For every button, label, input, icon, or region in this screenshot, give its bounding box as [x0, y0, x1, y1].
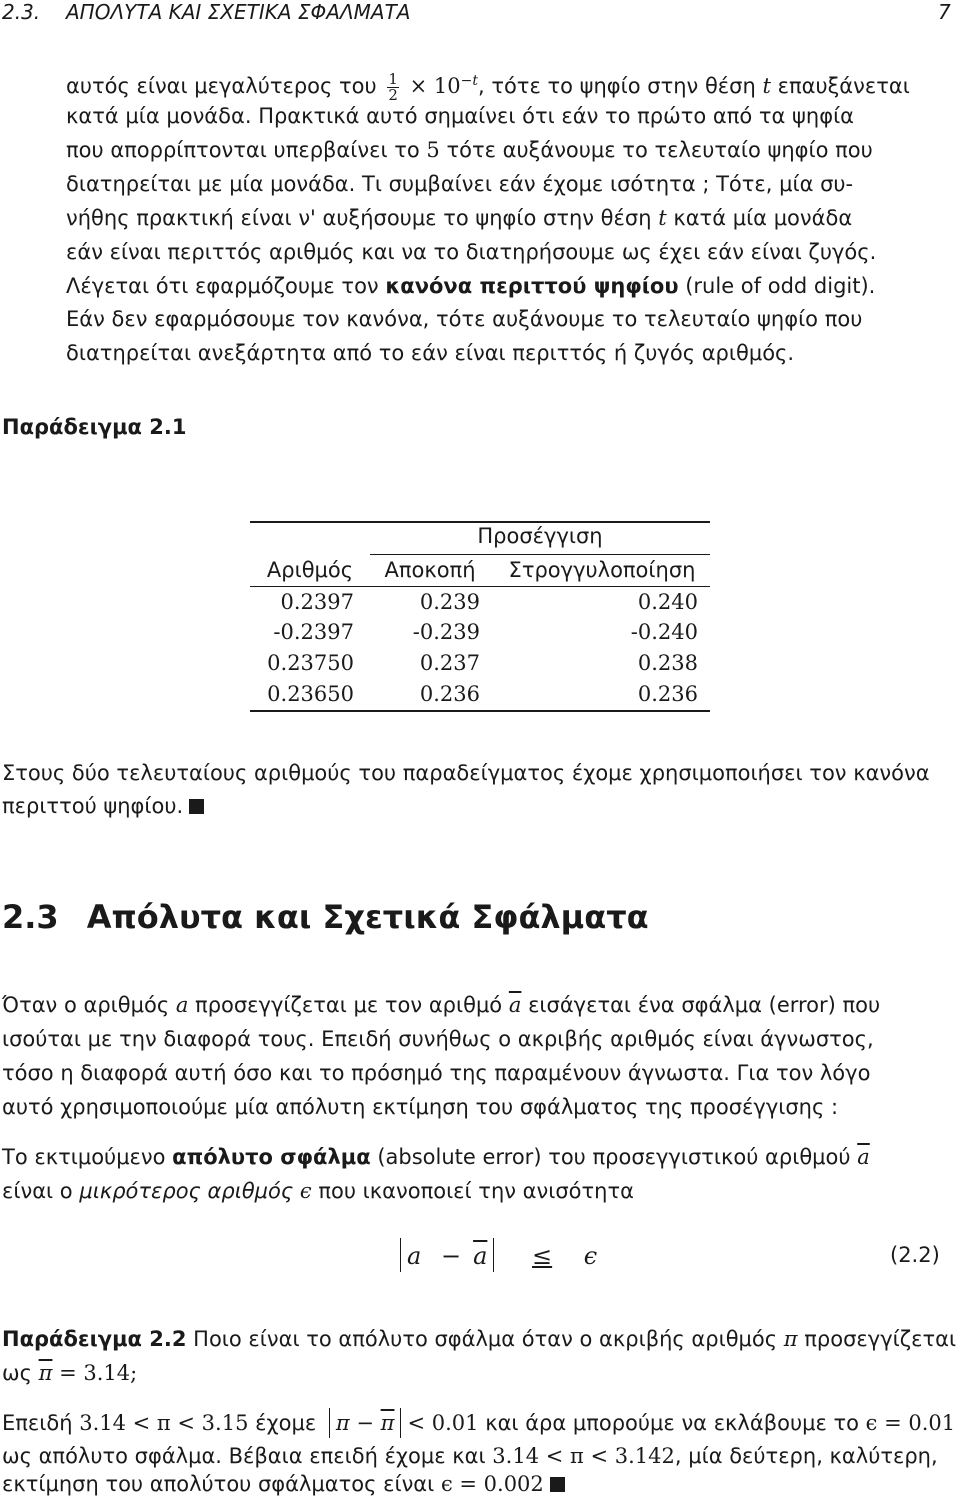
symbol-a: a: [175, 993, 189, 1017]
table-cell: -0.240: [630, 620, 698, 644]
epsilon-value: ϵ = 0.01: [865, 1411, 956, 1435]
table-cell: 0.236: [637, 682, 698, 706]
abs-bar-right: [493, 1238, 494, 1272]
para2-line4: αυτό χρησιμοποιούμε μία απόλυτη εκτίμηση του σφάλματος της προσέγγισης :: [2, 1095, 839, 1119]
para1-line6: εάν είναι περιττός αριθμός και να το διατηρήσουμε ως έχει εάν είναι ζυγός.: [66, 240, 877, 264]
value: = 3.14;: [59, 1361, 138, 1385]
number-five: 5: [426, 138, 440, 162]
example2-line2: [2, 1358, 137, 1388]
absolute-error-term: απόλυτο σφάλμα: [172, 1145, 371, 1169]
running-header-title: ΑΠΟΛΥΤΑ ΚΑΙ ΣΧΕΤΙΚΑ ΣΦΑΛΜΑΤΑ: [66, 0, 411, 24]
text: επαυξάνεται: [777, 74, 910, 98]
rule-of-odd-digit-term: κανόνα περιττού ψηφίου: [385, 274, 679, 298]
table-cell: -0.239: [412, 620, 480, 644]
qed-square-icon: [550, 1477, 565, 1492]
definition-line2: [2, 1176, 634, 1206]
table-header-rule: [250, 586, 710, 587]
text: τότε αυξάνουμε το τελευταίο ψηφίο που: [446, 138, 873, 162]
symbol-a-bar: $\overline{a}$: [508, 993, 522, 1017]
table-column-header: Αποκοπή: [384, 558, 476, 582]
fraction-one-half: [387, 69, 399, 104]
example2-line5: [2, 1469, 565, 1499]
text: εκτίμηση του απολύτου σφάλματος είναι: [2, 1472, 435, 1496]
example1-after-line2: [2, 791, 204, 821]
symbol-pi: π: [335, 1411, 350, 1435]
text: είναι ο: [2, 1179, 73, 1203]
inequality: 3.14 < π < 3.15: [79, 1411, 249, 1435]
text: αυτός είναι μεγαλύτερος του: [66, 74, 377, 98]
text: και άρα μπορούμε να εκλάβουμε το: [485, 1411, 859, 1435]
definition-line1: [2, 1142, 870, 1172]
text: έχομε: [255, 1411, 317, 1435]
symbol-a: a: [407, 1242, 422, 1270]
abs-bar-right: [400, 1408, 401, 1438]
text: περιττού ψηφίου.: [2, 794, 184, 818]
para2-line3: τόσο η διαφορά αυτή όσο και το πρόσημό της παραμένουν άγνωστα. Για τον λόγο: [2, 1061, 871, 1085]
text: κατά μία μονάδα: [673, 206, 853, 230]
minus-sign: −: [356, 1411, 374, 1435]
symbol-pi-bar: $\overline{\pi}$: [38, 1361, 53, 1385]
table-cell: 0.240: [637, 590, 698, 614]
text: προσεγγίζεται: [804, 1327, 957, 1351]
table-cell: 0.236: [419, 682, 480, 706]
table-cell: 0.238: [637, 651, 698, 675]
example2-line3: [2, 1408, 955, 1438]
section-title-text: Απόλυτα και Σχετικά Σφάλματα: [86, 898, 649, 936]
page-number: 7: [938, 0, 951, 24]
symbol-pi-bar: $\overline{\pi}$: [380, 1411, 395, 1435]
text: Επειδή: [2, 1411, 73, 1435]
epsilon-value: ϵ = 0.002: [440, 1472, 544, 1496]
table-top-rule: [250, 521, 710, 523]
text: Όταν ο αριθμός: [2, 993, 170, 1017]
equation-label: (2.2): [890, 1243, 940, 1267]
para1-line1: [66, 66, 910, 103]
text: Το εκτιμούμενο: [2, 1145, 166, 1169]
para1-line5: [66, 203, 852, 233]
abs-bar-left: [400, 1238, 401, 1272]
example2-line4: [2, 1441, 938, 1471]
para1-line8: Εάν δεν εφαρμόσουμε τον κανόνα, τότε αυξάνουμε το τελευταίο ψηφίο που: [66, 307, 863, 331]
section-title: [2, 898, 649, 936]
text: που ικανοποιεί την ανισότητα: [318, 1179, 634, 1203]
text: ως απόλυτο σφάλμα. Βέβαια επειδή έχομε και: [2, 1444, 486, 1468]
text: , μία δεύτερη, καλύτερη,: [674, 1444, 938, 1468]
text: που απορρίπτονται υπερβαίνει το: [66, 138, 420, 162]
symbol-epsilon: ϵ: [299, 1179, 312, 1203]
fraction-denominator: 2: [388, 85, 398, 104]
table-bottom-rule: [250, 710, 710, 712]
para2-line1: [2, 990, 880, 1020]
table-column-header: Αριθμός: [266, 558, 354, 582]
text: εισάγεται ένα σφάλμα (error) που: [528, 993, 881, 1017]
power-base: × 10: [409, 74, 461, 98]
section-heading: [2, 898, 649, 936]
example2-line1: [2, 1324, 956, 1354]
symbol-epsilon: ϵ: [583, 1242, 598, 1270]
minus-sign: −: [440, 1242, 462, 1270]
text: Λέγεται ότι εφαρμόζουμε τον: [66, 274, 379, 298]
example1-after-line1: Στους δύο τελευταίους αριθμούς του παραδείγματος έχομε χρησιμοποιήσει τον κανόνα: [2, 761, 930, 785]
text: , τότε το ψηφίο στην θέση: [477, 74, 756, 98]
table-group-rule: [370, 554, 710, 555]
table-cell: 0.23750: [267, 651, 354, 675]
equation-2-2: [400, 1238, 597, 1273]
text: νήθης πρακτική είναι ν' αυξήσουμε το ψηφίο στην θέση: [66, 206, 652, 230]
qed-square-icon: [189, 799, 204, 814]
text: προσεγγίζεται με τον αριθμό: [195, 993, 503, 1017]
symbol-pi: π: [783, 1327, 798, 1351]
leq-sign: ≤: [532, 1242, 553, 1270]
para1-line3: [66, 135, 873, 165]
example-heading: Παράδειγμα 2.1: [2, 415, 187, 439]
para1-line7: [66, 271, 875, 301]
table-cell: 0.23650: [267, 682, 354, 706]
italic-phrase: μικρότερος αριθμός: [79, 1179, 294, 1203]
table-cell: 0.239: [419, 590, 480, 614]
para1-line2: κατά μία μονάδα. Πρακτικά αυτό σημαίνει ότι εάν το πρώτο από τα ψηφία: [66, 104, 855, 128]
table-column-header: Στρογγυλοποίηση: [508, 558, 696, 582]
text: ως: [2, 1361, 32, 1385]
inequality: 3.14 < π < 3.142: [492, 1444, 675, 1468]
text: Ποιο είναι το απόλυτο σφάλμα όταν ο ακριβής αριθμός: [193, 1327, 778, 1351]
section-number: 2.3: [2, 898, 59, 936]
symbol-t: t: [762, 74, 771, 98]
table-group-header: Προσέγγιση: [477, 524, 603, 548]
exponent: −t: [460, 73, 478, 89]
table-cell: -0.2397: [273, 620, 354, 644]
para1-line9: διατηρείται ανεξάρτητα από το εάν είναι περιττός ή ζυγός αριθμός.: [66, 341, 795, 365]
running-header-section: 2.3.: [2, 0, 41, 24]
abs-bar-left: [329, 1408, 330, 1438]
table-cell: 0.237: [419, 651, 480, 675]
text: (rule of odd digit).: [685, 274, 876, 298]
fraction-numerator: 1: [388, 69, 398, 88]
text: (absolute error) του προσεγγιστικού αριθμού: [377, 1145, 851, 1169]
table-cell: 0.2397: [280, 590, 354, 614]
para2-line2: ισούται με την διαφορά τους. Επειδή συνήθως ο ακριβής αριθμός είναι άγνωστος,: [2, 1027, 874, 1051]
symbol-a-bar: $\overline{a}$: [857, 1145, 870, 1169]
symbol-t: t: [658, 206, 667, 230]
value: < 0.01: [407, 1411, 479, 1435]
symbol-a-bar: $\overline{a}$: [473, 1242, 488, 1270]
para1-line4: διατηρείται με μία μονάδα. Τι συμβαίνει εάν έχομε ισότητα ; Τότε, μία συ-: [66, 172, 854, 196]
example-heading: Παράδειγμα 2.2: [2, 1327, 187, 1351]
